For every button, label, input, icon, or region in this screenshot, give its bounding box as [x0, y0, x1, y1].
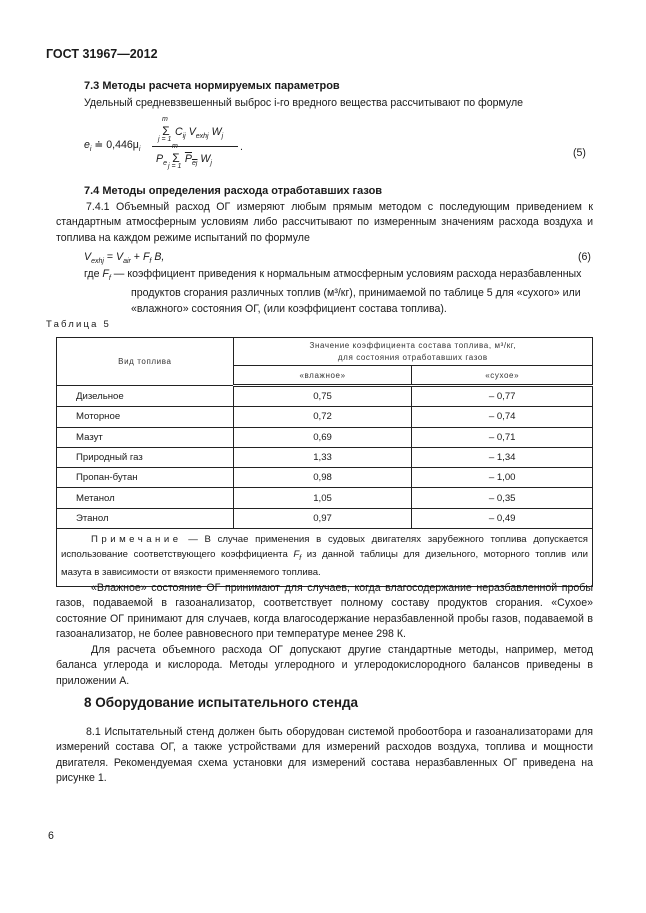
formula-5-number: (5) [573, 147, 586, 159]
column-group-header: Значение коэффициента состава топлива, м³/кг, для состояния отработавших газов [233, 338, 592, 366]
section-7-4-title: 7.4 Методы определения расхода отработавших газов [84, 185, 383, 197]
table-note: Примечание — В случае применения в судовых двигателях зарубежного топлива допускается использование соответствующего коэффициента $F_f$ из данной таблицы для дизельного, моторного топлив или мазута в зависимости от вязкости применяемого топлива. [57, 529, 593, 587]
formula-6-number: (6) [578, 251, 591, 263]
section-8-title: 8 Оборудование испытательного стенда [84, 695, 359, 710]
sum-symbol: Σ m j = 1 [167, 143, 182, 170]
sum-symbol: Σ m j = 1 [158, 116, 172, 143]
document-header: ГОСТ 31967—2012 [46, 47, 158, 61]
formula-5-fraction [150, 116, 238, 178]
table-row: Пропан-бутан 0,98 – 1,00 [57, 468, 593, 488]
column-header-wet: «влажное» [233, 366, 412, 386]
table-caption: Таблица 5 [46, 319, 111, 330]
paragraph-wet-dry: «Влажное» состояние ОГ принимают для случаев, когда влагосодержание неразбавленной пробы газов, подаваемой в газоанализатор, соответствует полному составу продуктов сгорания. «Сухое» состояние ОГ принимают для случаев, когда влагосодержание неразбавленной пробы газов, подаваемой в газоанализатор, не более равновесного при температуре менее 298 К. [56, 582, 593, 640]
table-row: Мазут 0,69 – 0,71 [57, 427, 593, 447]
paragraph-8-1: 8.1 Испытательный стенд должен быть оборудован системой пробоотбора и газоанализаторами для измерений состава ОГ, а также устройствами для измерений расходов воздуха, топлива и мощности двигателя. Рекомендуемая схема установки для измерений состава неразбавленных ОГ приведена на рисунке 1. [56, 726, 593, 784]
table-5 [56, 337, 593, 587]
where-clause: где $F_f$ — коэффициент приведения к нормальным атмосферным условиям расхода неразбавленных продуктов сгорания различных топлив (м³/кг), принимаемой по таблице 5 для «сухого» или «влажного» состояния ОГ, (или коэффициент состава топлива). [84, 268, 582, 315]
paragraph-7-4-1: 7.4.1 Объемный расход ОГ измеряют любым прямым методом с последующим приведением к стандартным атмосферным условиям либо рассчитывают по измеренным значениям расхода воздуха и топлива на каждом режиме испытаний по формуле [56, 201, 593, 244]
table-row: Моторное 0,72 – 0,74 [57, 407, 593, 427]
column-header-dry: «сухое» [412, 366, 593, 386]
section-7-3-title: 7.3 Методы расчета нормируемых параметров [84, 80, 340, 92]
formula-5: $e_i$ ≐ $0,446\mu_i$ Σ m j = 1 $C_{ij}$ $V_{exhj}$ $W_j$ $P_e$ Σ m j = 1 $P_{ej}$ $W_j$ . [84, 116, 244, 178]
fraction-bar [152, 146, 238, 147]
page-number: 6 [48, 830, 54, 842]
column-header-fuel: Вид топлива [57, 338, 234, 386]
section-7-3-intro: Удельный средневзвешенный выброс i-го вредного вещества рассчитывают по формуле [84, 97, 524, 109]
formula-5-lhs: $e_i$ ≐ $0,446\mu_i$ [84, 139, 141, 154]
paragraph-other-methods: Для расчета объемного расхода ОГ допускают другие стандартные методы, например, метод баланса углерода и кислорода. Методы углеродного и углеродокислородного балансов приведены в приложении А. [56, 644, 593, 687]
table-row: Природный газ 1,33 – 1,34 [57, 447, 593, 467]
formula-5-denominator: $P_e$ Σ m j = 1 $P_{ej}$ $W_j$ [156, 143, 212, 170]
table-row: Этанол 0,97 – 0,49 [57, 508, 593, 528]
table-row: Дизельное 0,75 – 0,77 [57, 386, 593, 407]
table-row: Метанол 1,05 – 0,35 [57, 488, 593, 508]
formula-5-numerator: Σ m j = 1 $C_{ij}$ $V_{exhj}$ $W_j$ [158, 116, 224, 143]
formula-6: $V_{exhj} = V_{air} + F_f$ B, [84, 251, 165, 266]
